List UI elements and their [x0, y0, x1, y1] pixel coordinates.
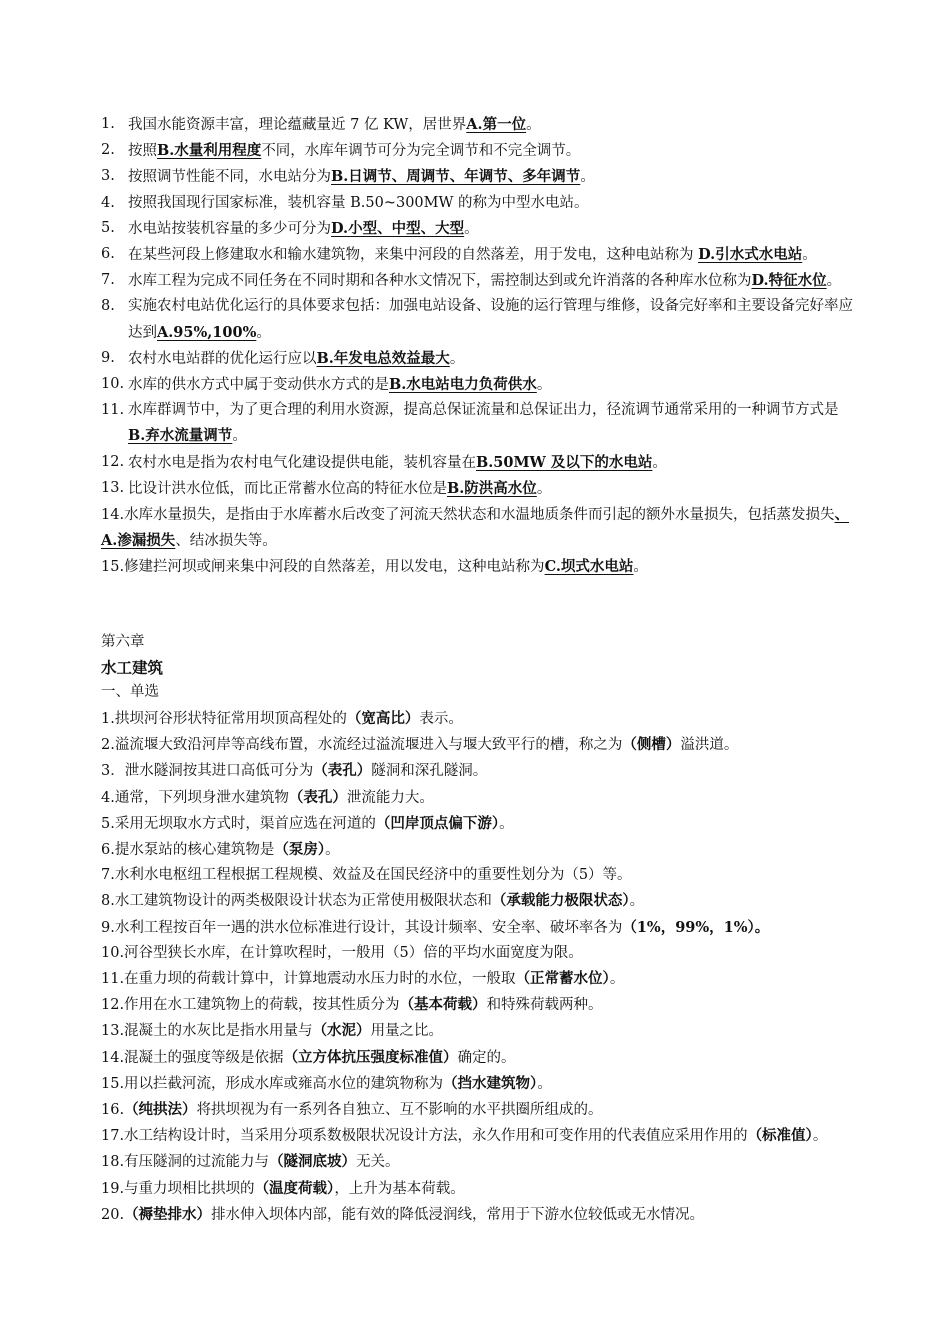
item-number: 12.	[101, 453, 125, 470]
list-item	[0, 294, 950, 345]
item-text: 按照	[128, 143, 157, 160]
item-number: 11.	[101, 402, 125, 419]
item-number: 3.	[101, 168, 115, 185]
answer-text: （表孔）	[313, 762, 372, 780]
item-text: 15.用以拦截河流，形成水库或雍高水位的建筑物称为	[101, 1075, 444, 1092]
answer-text: B.弃水流量调节	[128, 427, 233, 445]
item-text: 。	[526, 117, 541, 133]
item-text: 、结冰损失等。	[175, 533, 277, 550]
list-item	[0, 268, 950, 294]
item-text: 实施农村电站优化运行的具体要求包括：加强电站设备、设施的运行管理与维修，设备完好率和主要设备完好率应达到	[128, 298, 853, 341]
answer-text: （水泥）	[312, 1022, 371, 1040]
chapter-header	[101, 630, 163, 706]
list-item	[101, 1045, 856, 1071]
answer-text: （侧槽）	[622, 736, 681, 754]
item-text: 。	[652, 454, 667, 471]
item-text: 水库水量损失，是指由于水库蓄水后改变了河流天然状态和水温地质条件而引起的额外水量损失，包括蒸发损失	[124, 507, 835, 524]
item-number: 8.	[101, 298, 115, 315]
item-text: 按照我国现行国家标准，装机容量 B.50~300MW 的称为中型水电站。	[128, 194, 589, 211]
item-number: 10.	[101, 376, 125, 393]
list-item	[101, 706, 856, 732]
list-item	[101, 785, 856, 811]
answer-text: A.第一位	[466, 116, 527, 133]
item-text: 19.与重力坝相比拱坝的	[101, 1180, 255, 1197]
item-number: 1.	[101, 116, 115, 132]
item-text: 将拱坝视为有一系列各自独立、互不影响的水平拱圈所组成的。	[196, 1102, 603, 1119]
list-item	[101, 811, 856, 837]
answer-list	[0, 112, 950, 581]
item-text: 10.河谷型狭长水库，在计算吹程时，一般用（5）倍的平均水面宽度为限。	[101, 944, 583, 961]
list-item	[0, 138, 950, 164]
chapter-label: 第六章	[101, 634, 145, 650]
answer-text: （宽高比）	[346, 710, 420, 727]
item-text: 。	[256, 324, 271, 341]
answer-text: B.水量利用程度	[157, 142, 262, 160]
answer-text: （基本荷载）	[399, 996, 487, 1014]
item-number: 6.	[101, 246, 115, 263]
answer-text: （褥垫排水）	[124, 1205, 212, 1223]
answer-text: B.日调节、周调节、年调节、多年调节	[331, 168, 581, 186]
item-text: 。	[499, 815, 514, 832]
item-number: 7.	[101, 272, 115, 289]
list-item	[101, 1202, 856, 1228]
list-item	[0, 112, 950, 138]
item-text: 。	[826, 273, 842, 290]
chapter-title: 水工建筑	[101, 658, 164, 678]
item-text: 水电站按装机容量的多少可分为	[128, 220, 331, 237]
item-text: 水库的供水方式中属于变动供水方式的是	[128, 377, 389, 394]
item-text: 修建拦河坝或闸来集中河段的自然落差，用以发电，这种电站称为	[124, 559, 545, 576]
item-text: 比设计洪水位低，而比正常蓄水位高的特征水位是	[128, 480, 447, 497]
item-number: 9.	[101, 349, 115, 366]
item-text: 。	[633, 559, 648, 576]
list-item	[101, 941, 856, 966]
list-item	[0, 191, 950, 216]
item-text: 2.溢流堰大致沿河岸等高线布置，水流经过溢流堰进入与堰大致平行的槽，称之为	[101, 737, 623, 754]
list-item	[101, 966, 856, 992]
list-item	[0, 372, 950, 398]
question-list	[101, 706, 856, 1228]
item-text: 。	[325, 842, 340, 859]
item-text: 18.有压隧洞的过流能力与	[101, 1154, 270, 1171]
list-item	[0, 346, 950, 372]
item-text: 农村水电站群的优化运行应以	[128, 350, 317, 367]
answer-text: （正常蓄水位）	[515, 970, 610, 988]
list-item	[0, 216, 950, 242]
item-text: 溢洪道。	[680, 737, 739, 754]
answer-text: （1%，99%，1%）。	[622, 918, 770, 936]
answer-text: D.引水式水电站	[698, 246, 803, 264]
item-number: 4.	[101, 194, 115, 211]
item-text: 泄流能力大。	[346, 789, 434, 806]
item-text: 无关。	[356, 1154, 400, 1171]
item-text: 3．泄水隧洞按其进口高低可分为	[101, 763, 314, 780]
item-text: 14.混凝土的强度等级是依据	[101, 1049, 284, 1066]
item-text: ，上升为基本荷载。	[334, 1180, 465, 1197]
list-item	[101, 863, 856, 888]
item-text: 16.	[101, 1102, 125, 1119]
answer-text: （纯拱法）	[124, 1101, 197, 1119]
answer-text: B.防洪高水位	[447, 479, 537, 497]
list-item	[101, 758, 856, 784]
item-text: 表示。	[419, 711, 463, 727]
item-text: 。	[464, 220, 479, 237]
item-text: 。	[802, 247, 817, 264]
item-text: 按照调节性能不同，水电站分为	[128, 169, 331, 186]
answer-text: （温度荷载）	[254, 1179, 335, 1197]
item-text: 。	[609, 971, 625, 988]
item-text: 在某些河段上修建取水和输水建筑物，来集中河段的自然落差，用于发电，这种电站称为	[128, 247, 699, 264]
list-item	[101, 888, 856, 914]
item-text: 我国水能资源丰富，理论蕴藏量近 7 亿 KW，居世界	[128, 117, 467, 133]
item-text: 20.	[101, 1206, 125, 1223]
item-number: 2.	[101, 142, 115, 159]
item-text: 。	[812, 1128, 828, 1145]
item-text: 排水伸入坝体内部，能有效的降低浸润线，常用于下游水位较低或无水情况。	[211, 1206, 705, 1223]
answer-text: （表孔）	[288, 788, 347, 806]
list-item	[0, 450, 950, 476]
item-text: 隧洞和深孔隧洞。	[371, 763, 488, 780]
item-text: 12.作用在水工建筑物上的荷载，按其性质分为	[101, 997, 400, 1014]
answer-text: （标准值）	[747, 1127, 813, 1145]
item-text: 7.水利水电枢纽工程根据工程规模、效益及在国民经济中的重要性划分为（5）等。	[101, 867, 632, 884]
answer-text: D.小型、中型、大型	[331, 219, 465, 237]
item-text: 5.采用无坝取水方式时，渠首应选在河道的	[101, 815, 376, 832]
item-text: 和特殊荷载两种。	[486, 997, 603, 1014]
list-item	[0, 164, 950, 190]
item-text: 11.在重力坝的荷载计算中，计算地震动水压力时的水位，一般取	[101, 971, 516, 988]
section-subtitle: 一、单选	[101, 684, 159, 701]
list-item	[101, 1149, 856, 1175]
item-text: 。	[580, 169, 595, 186]
list-item	[101, 1176, 856, 1202]
item-text: 。	[536, 480, 552, 497]
list-item	[101, 1123, 856, 1149]
item-text: 6.提水泵站的核心建筑物是	[101, 842, 275, 859]
answer-text: D.特征水位	[751, 272, 827, 290]
item-text: 。	[449, 350, 465, 367]
item-text: 4.通常，下列坝身泄水建筑物	[101, 789, 289, 806]
answer-text: （立方体抗压强度标准值）	[283, 1048, 458, 1066]
item-text: 水库工程为完成不同任务在不同时期和各种水文情况下，需控制达到或允许消落的各种库水位称为	[128, 273, 752, 290]
answer-text: （隧洞底坡）	[269, 1153, 357, 1171]
list-item	[0, 398, 950, 449]
list-item	[101, 992, 856, 1018]
list-item	[0, 476, 950, 502]
item-text: 8.水工建筑物设计的两类极限设计状态为正常使用极限状态和	[101, 893, 492, 910]
item-text: 。	[232, 428, 247, 445]
item-number: 5.	[101, 219, 115, 236]
item-text: 9.水利工程按百年一遇的洪水位标准进行设计，其设计频率、安全率、破坏率各为	[101, 919, 623, 936]
item-number: 13.	[101, 479, 125, 496]
item-text: 1.拱坝河谷形状特征常用坝顶高程处的	[101, 711, 347, 727]
item-text: 用量之比。	[370, 1023, 444, 1040]
item-number: 15.	[101, 559, 125, 576]
list-item	[0, 242, 950, 268]
list-item	[101, 732, 856, 758]
list-item	[0, 502, 950, 554]
item-text: 不同，水库年调节可分为完全调节和不完全调节。	[261, 143, 581, 160]
item-text: 13.混凝土的水灰比是指水用量与	[101, 1023, 313, 1040]
answer-text: C.坝式水电站	[544, 558, 634, 576]
list-item	[0, 554, 950, 580]
answer-text: （挡水建筑物）	[443, 1074, 538, 1092]
answer-text: A.95%,100%	[157, 323, 257, 341]
answer-text: （泵房）	[274, 841, 326, 859]
answer-text: B.年发电总效益最大	[316, 349, 450, 367]
list-item	[101, 915, 856, 941]
list-item	[101, 1071, 856, 1097]
list-item	[101, 1097, 856, 1123]
item-number: 14.	[101, 507, 125, 524]
answer-text: 、A.渗漏损失	[101, 506, 850, 550]
item-text: 17.水工结构设计时，当采用分项系数极限状况设计方法，永久作用和可变作用的代表值应采用作用的	[101, 1128, 748, 1145]
item-text: 。	[537, 1075, 552, 1092]
item-text: 农村水电是指为农村电气化建设提供电能，装机容量在	[128, 454, 476, 471]
item-text: 确定的。	[457, 1049, 516, 1066]
answer-text: B.水电站电力负荷供水	[389, 376, 537, 394]
answer-text: B.50MW 及以下的水电站	[476, 453, 653, 471]
answer-text: （凹岸顶点偏下游）	[375, 814, 500, 832]
item-text: 。	[629, 893, 645, 910]
item-text: 水库群调节中，为了更合理的利用水资源，提高总保证流量和总保证出力，径流调节通常采用的一种调节方式是	[128, 402, 839, 419]
item-text: 。	[536, 377, 552, 394]
answer-text: （承载能力极限状态）	[491, 892, 630, 910]
list-item	[101, 1018, 856, 1044]
list-item	[101, 837, 856, 863]
